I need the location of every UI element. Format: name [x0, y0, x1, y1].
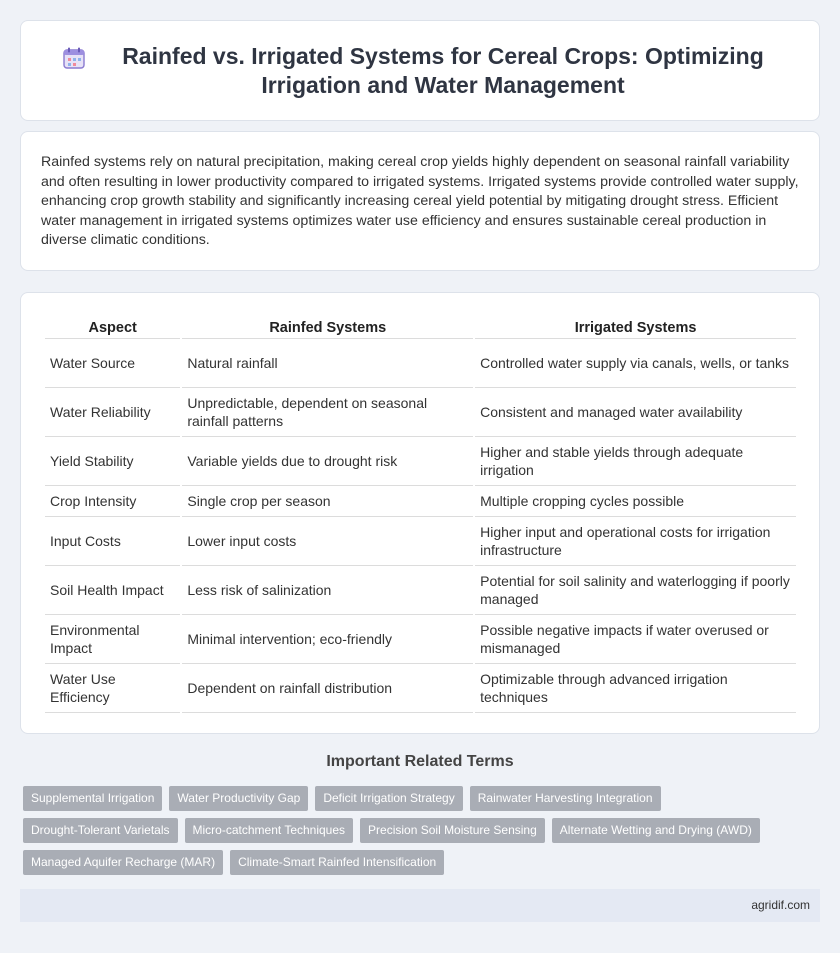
- table-row: [45, 517, 796, 566]
- table-cell: Variable yields due to drought risk: [182, 437, 473, 486]
- table-cell: Single crop per season: [182, 486, 473, 517]
- table-cell: Minimal intervention; eco-friendly: [182, 615, 473, 664]
- table-cell: Less risk of salinization: [182, 566, 473, 615]
- table-cell: Controlled water supply via canals, wells, or tanks: [475, 339, 796, 388]
- table-cell: Consistent and managed water availability: [475, 388, 796, 437]
- table-cell: Potential for soil salinity and waterlogging if poorly managed: [475, 566, 796, 615]
- related-term-tag[interactable]: Precision Soil Moisture Sensing: [360, 818, 545, 843]
- table-cell: Multiple cropping cycles possible: [475, 486, 796, 517]
- table-cell: Optimizable through advanced irrigation techniques: [475, 664, 796, 713]
- related-term-tag[interactable]: Water Productivity Gap: [169, 786, 308, 811]
- related-terms-list: [23, 786, 823, 882]
- table-cell: Natural rainfall: [182, 339, 473, 388]
- header-irrigated: Irrigated Systems: [475, 313, 796, 339]
- footer: [20, 889, 820, 922]
- related-term-tag[interactable]: Supplemental Irrigation: [23, 786, 162, 811]
- related-terms-title: Important Related Terms: [326, 753, 514, 770]
- table-cell: Environmental Impact: [45, 615, 180, 664]
- table-row: [45, 339, 796, 388]
- table-cell: Yield Stability: [45, 437, 180, 486]
- related-term-tag[interactable]: Alternate Wetting and Drying (AWD): [552, 818, 760, 843]
- table-row: [45, 566, 796, 615]
- table-row: [45, 388, 796, 437]
- related-term-tag[interactable]: Managed Aquifer Recharge (MAR): [23, 850, 223, 875]
- related-term-tag[interactable]: Deficit Irrigation Strategy: [315, 786, 462, 811]
- header-rainfed: Rainfed Systems: [182, 313, 473, 339]
- header-aspect: Aspect: [45, 313, 180, 339]
- comparison-card: [20, 292, 820, 734]
- table-cell: Water Use Efficiency: [45, 664, 180, 713]
- intro-card: [20, 131, 820, 271]
- page-title: Rainfed vs. Irrigated Systems for Cereal Crops: Optimizing Irrigation and Water Management: [122, 42, 764, 98]
- table-header-row: [45, 313, 796, 339]
- table-row: [45, 615, 796, 664]
- table-row: [45, 486, 796, 517]
- related-term-tag[interactable]: Micro-catchment Techniques: [185, 818, 354, 843]
- related-term-tag[interactable]: Climate-Smart Rainfed Intensification: [230, 850, 444, 875]
- intro-paragraph: Rainfed systems rely on natural precipitation, making cereal crop yields highly dependent on seasonal rainfall variability and often resulting in lower productivity compared to irrigated systems. Irrigated systems provide controlled water supply, enhancing crop growth stability and significantly increasing cereal yield potential by mitigating drought stress. Efficient water management in irrigated systems optimizes water use efficiency and ensures sustainable cereal production in diverse climatic conditions.: [41, 154, 799, 249]
- table-cell: Possible negative impacts if water overused or mismanaged: [475, 615, 796, 664]
- table-cell: Input Costs: [45, 517, 180, 566]
- table-cell: Lower input costs: [182, 517, 473, 566]
- comparison-table: [43, 313, 798, 713]
- table-cell: Higher and stable yields through adequate irrigation: [475, 437, 796, 486]
- table-cell: Water Source: [45, 339, 180, 388]
- table-cell: Water Reliability: [45, 388, 180, 437]
- footer-site-link[interactable]: agridif.com: [751, 898, 810, 912]
- table-row: [45, 664, 796, 713]
- title-card: [20, 20, 820, 121]
- table-cell: Higher input and operational costs for irrigation infrastructure: [475, 517, 796, 566]
- calendar-icon: [61, 45, 87, 71]
- table-cell: Soil Health Impact: [45, 566, 180, 615]
- related-term-tag[interactable]: Drought-Tolerant Varietals: [23, 818, 178, 843]
- related-term-tag[interactable]: Rainwater Harvesting Integration: [470, 786, 661, 811]
- table-cell: Unpredictable, dependent on seasonal rainfall patterns: [182, 388, 473, 437]
- table-cell: Crop Intensity: [45, 486, 180, 517]
- title-wrap: [21, 21, 819, 120]
- table-cell: Dependent on rainfall distribution: [182, 664, 473, 713]
- table-row: [45, 437, 796, 486]
